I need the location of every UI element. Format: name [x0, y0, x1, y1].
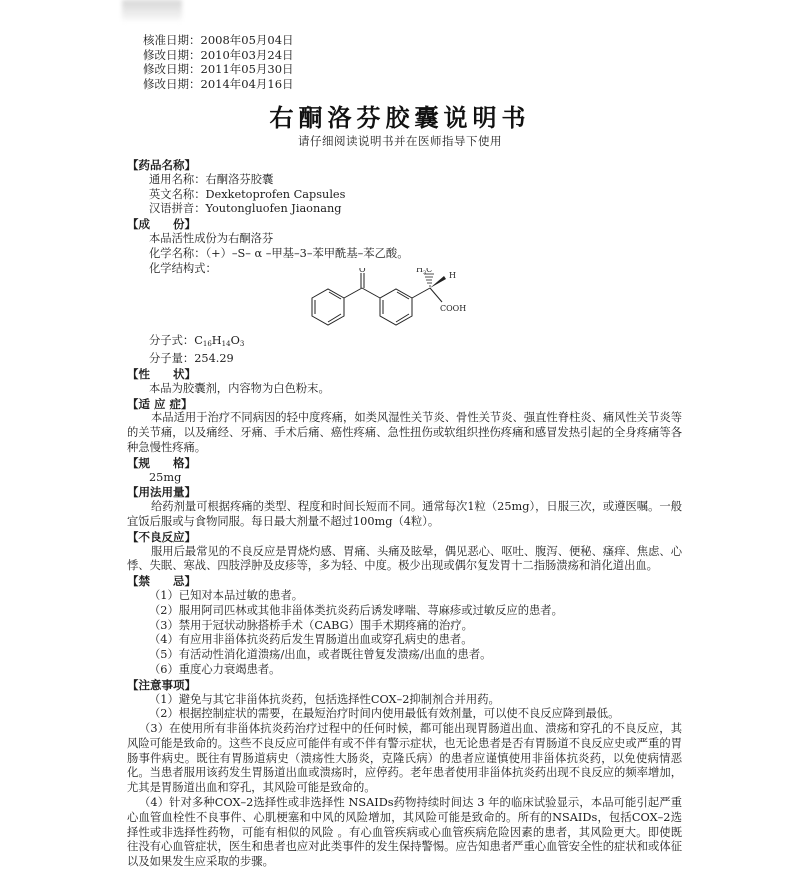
- dosage-text: 给药剂量可根据疼痛的类型、程度和时间长短而不同。通常每次1粒（25mg），日服三次，或遵医嘱。一般宜饭后服或与食物同服。每日最大剂量不超过100mg（4粒）。: [127, 500, 682, 528]
- section-heading-contraindications: 【禁 忌】: [127, 574, 196, 589]
- approval-date-row: [143, 33, 294, 48]
- section-heading-specification: 【规 格】: [127, 455, 196, 470]
- date-value: 2008年05月04日: [200, 33, 294, 47]
- leaflet-body: [127, 158, 682, 870]
- contraindication-item: （3）禁用于冠状动脉搭桥手术（CABG）围手术期疼痛的治疗。: [149, 618, 473, 632]
- contraindication-item: （6）重度心力衰竭患者。: [149, 662, 281, 676]
- dexketoprofen-structure-diagram: [292, 268, 492, 358]
- document-title: 右酮洛芬胶囊说明书: [269, 104, 531, 132]
- precaution-item: （3）在使用所有非甾体抗炎药治疗过程中的任何时候，都可能出现胃肠道出血、溃疡和穿孔的不良反应，其风险可能是致命的。这些不良反应可能伴有或不伴有警示症状，也无论患者是否有胃肠道不良反应史或严重的胃肠事件病史。既往有胃肠道病史（溃疡性大肠炎，克隆氏病）的患者应谨慎使用非甾体抗炎药，以免使病情恶化。当患者服用该药发生胃肠道出血或溃疡时，应停药。老年患者使用非甾体抗炎药出现不良反应的频率增加，尤其是胃肠道出血和穿孔，其风险可能是致命的。: [127, 722, 682, 795]
- description-text: 本品为胶囊剂，内容物为白色粉末。: [149, 381, 330, 395]
- carboxyl-label: COOH: [440, 304, 467, 314]
- document-subtitle: 请仔细阅读说明书并在医师指导下使用: [298, 134, 502, 148]
- formula-h-count: 14: [221, 340, 231, 349]
- revision-date-row: [143, 77, 294, 92]
- date-label: 修改日期：: [143, 47, 201, 62]
- adverse-reactions-text: 服用后最常见的不良反应是胃烧灼感、胃痛、头痛及眩晕，偶见恶心、呕吐、腹泻、便秘、瘙痒、焦虑、心悸、失眠、寒战、四肢浮肿及皮疹等，多为轻、中度。极少出现或偶尔复发胃十二指肠溃疡和消化道出血。: [127, 544, 682, 573]
- date-value: 2014年04月16日: [200, 76, 294, 91]
- approval-dates: [143, 33, 294, 91]
- revision-date-row: [143, 48, 294, 63]
- formula-c: C: [194, 334, 203, 348]
- methyl-label: $H_3C$: [416, 268, 433, 277]
- specification-text: 25mg: [149, 470, 182, 484]
- section-heading-description: 【性 状】: [127, 366, 196, 381]
- scan-smudge: [122, 0, 182, 22]
- active-ingredient: 本品活性成份为右酮洛芬: [149, 231, 274, 245]
- revision-date-row: [143, 62, 294, 77]
- oxygen-label: O: [359, 268, 366, 275]
- contraindication-item: （1）已知对本品过敏的患者。: [149, 588, 304, 602]
- contraindication-item: （4）有应用非甾体抗炎药后发生胃肠道出血或穿孔病史的患者。: [149, 633, 473, 647]
- date-label: 核准日期：: [143, 33, 201, 47]
- english-name: 英文名称：Dexketoprofen Capsules: [149, 187, 346, 201]
- section-heading-precautions: 【注意事项】: [127, 677, 196, 692]
- section-heading-composition: 【成 份】: [127, 217, 196, 232]
- date-label: 修改日期：: [143, 76, 201, 91]
- date-value: 2011年05月30日: [200, 62, 294, 76]
- section-heading-dosage: 【用法用量】: [127, 485, 196, 500]
- generic-name: 通用名称：右酮洛芬胶囊: [149, 172, 274, 186]
- precaution-item: （1）避免与其它非甾体抗炎药，包括选择性COX–2抑制剂合并用药。: [149, 692, 500, 706]
- section-heading-drug-name: 【药品名称】: [127, 158, 196, 172]
- precaution-item: （2）根据控制症状的需要，在最短治疗时间内使用最低有效剂量，可以使不良反应降到最低。: [149, 707, 620, 721]
- hydrogen-label: H: [449, 271, 456, 281]
- chemical-name: 化学名称：（+）–S– α –甲基–3–苯甲酰基–苯乙酸。: [149, 246, 409, 260]
- indications-text: 本品适用于治疗不同病因的轻中度疼痛，如类风湿性关节炎、骨性关节炎、强直性脊柱炎、痛风性关节炎等的关节痛，以及痛经、牙痛、手术后痛、癌性疼痛、急性扭伤或软组织挫伤疼痛和感冒发热引起的全身疼痛等各种急慢性疼痛。: [127, 411, 682, 454]
- section-heading-indications: 【适 应 症】: [127, 396, 193, 411]
- precaution-item: （4）针对多种COX–2选择性或非选择性 NSAIDs药物持续时间达 3 年的临床试验显示，本品可能引起严重心血管血栓性不良事件、心肌梗塞和中风的风险增加，其风险可能是致命的。所有的NSAIDs，包括COX–2选择性或非选择性药物，可能有相似的风险 。有心血管疾病或心血管疾病危险因素的患者，其风险更大。即使既往没有心血管症状，医生和患者也应对此类事件的发生保持警惕。应告知患者严重心血管安全性的症状和或体征以及如果发生应采取的步骤。: [127, 796, 682, 869]
- formula-c-count: 16: [202, 340, 212, 349]
- pinyin-name: 汉语拼音：Youtongluofen Jiaonang: [149, 202, 342, 216]
- contraindication-item: （5）有活动性消化道溃疡/出血，或者既往曾复发溃疡/出血的患者。: [149, 648, 492, 662]
- date-label: 修改日期：: [143, 62, 201, 76]
- formula-h: H: [211, 334, 222, 348]
- section-heading-adverse-reactions: 【不良反应】: [127, 529, 196, 544]
- structure-label: 化学结构式：: [149, 261, 217, 275]
- date-value: 2010年03月24日: [200, 47, 294, 62]
- molecular-weight: 分子量：254.29: [149, 352, 234, 366]
- formula-o: O: [230, 334, 240, 348]
- contraindication-item: （2）服用阿司匹林或其他非甾体类抗炎药后诱发哮喘、荨麻疹或过敏反应的患者。: [149, 603, 563, 617]
- formula-label: 分子式：: [149, 334, 195, 348]
- formula-o-count: 3: [239, 340, 245, 349]
